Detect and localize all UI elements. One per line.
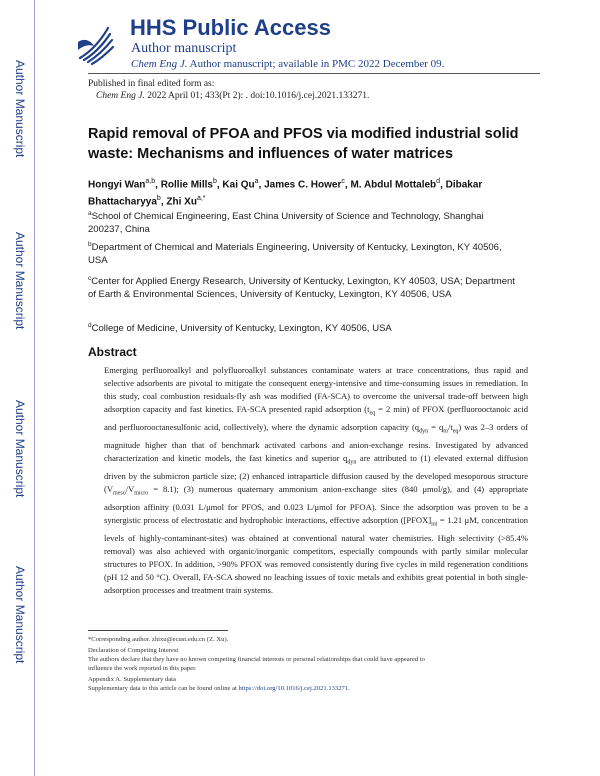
hhs-title: HHS Public Access <box>130 15 331 40</box>
affiliation-mark: c <box>88 275 92 282</box>
sidebar-label: Author Manuscript <box>13 232 27 330</box>
header-divider <box>88 73 540 74</box>
author-manuscript-sidebar <box>0 0 38 776</box>
supplementary-note: Supplementary data to this article can be found online at https://doi.org/10.1016/j.cej.2021.133271. <box>88 685 350 692</box>
published-line: Published in final edited form as: <box>88 79 215 89</box>
footnote-divider <box>88 630 228 631</box>
author-affiliation-mark: b <box>156 195 161 203</box>
affiliation-mark: a <box>88 210 92 217</box>
affiliation-mark: b <box>88 241 92 248</box>
competing-interest-text: The authors declare that they have no known competing financial interests or personal relationships that could have appeared to <box>88 656 425 663</box>
affiliation <box>88 272 518 301</box>
abstract-text: Emerging perfluoroalkyl and polyfluoroalkyl substances contaminate waters at trace concentrations, thus rapid and selective adsorbents are pivotal to mitigate the consequent energy-intensive and time-consuming issues in remediation. In this study, coal combustion residuals-fly ash was modified (FA-SCA) to overcome the universal trade-off between high adsorption capacity and fast kinetics. FA-SCA presented rapid adsorption ($t_{eq} = 2$ min) of PFOX (perfluorooctanoic acid and perfluorooctanesulfonic acid, collectively), where the dynamic adsorption capacity $(q_{dyn} = q_m/t_{eq})$ was 2–3 orders of magnitude higher than that of benchmark activated carbons and anion-exchange resins. Investigated by advanced characterization and kinetic models, the fast kinetics and superior $q_{dyn}$ are attributed to (1) elevated external diffusion driven by the submicron particle size; (2) enhanced intraparticle diffusion caused by the developed mesoporous structure $(V_{meso}/V_{micro} = 8.1)$; (3) numerous quaternary ammonium anion-exchange sites (840 μmol/g), and (4) appropriate adsorption affinity (0.031 L/μmol for PFOS, and 0.023 L/μmol for PFOA). Since the adsorption was proven to be a synergistic process of electrostatic and hydrophobic interactions, effective adsorption ($[PFOX]_{ini} = 1.21$ μM, concentration levels of highly-contaminant-sites) was obtained at conventional natural water chemistries. High selectivity (>85.4% removal) was also achieved with organic/inorganic competitors, especially compounds with partly similar molecular structures to PFOX. In addition, >90% PFOX was removed consistently during five cycles in mild regeneration conditions (pH 12 and 50 °C). Overall, FA-SCA showed no leaching issues of toxic metals and exhibits great potential in both single-adsorption processes and treatment train systems. <box>104 365 529 595</box>
author-name: M. Abdul Mottaleb <box>350 179 437 191</box>
author-name: Dibakar Bhattacharyya <box>88 179 483 208</box>
author-affiliation-mark: a <box>254 178 259 185</box>
affiliation-text: School of Chemical Engineering, East China University of Science and Technology, Shanghai 200237, China <box>88 211 484 236</box>
citation-details: 2022 April 01; 433(Pt 2): . doi:10.1016/j.cej.2021.133271. <box>144 91 370 101</box>
author-manuscript-label: Author manuscript <box>131 41 237 56</box>
sidebar-label: Author Manuscript <box>13 566 27 664</box>
sidebar-divider <box>34 0 35 776</box>
competing-interest-title: Declaration of Competing Interest <box>88 647 179 654</box>
affiliation-text: Department of Chemical and Materials Engineering, University of Kentucky, Lexington, KY 40506, USA <box>88 242 502 267</box>
author-affiliation-mark: a,b <box>145 178 156 185</box>
sidebar-label: Author Manuscript <box>13 400 27 498</box>
corresponding-author-note: *Corresponding author. zhixu@ecust.edu.cn (Z. Xu). <box>88 636 229 643</box>
sidebar-label: Author Manuscript <box>13 60 27 158</box>
affiliation-mark: d <box>88 322 92 329</box>
author-affiliation-mark: c <box>341 178 345 185</box>
citation <box>96 90 369 102</box>
author-name: Hongyi Wan <box>88 179 146 191</box>
competing-interest-text: influence the work reported in this paper. <box>88 665 197 672</box>
affiliation <box>88 238 518 267</box>
author-affiliation-mark: b <box>212 178 217 185</box>
abstract-heading: Abstract <box>88 345 137 359</box>
affiliation-text: Center for Applied Energy Research, University of Kentucky, Lexington, KY 40503, USA; Department of Earth & Environmental Sciences, University of Kentucky, Lexington, KY 40506, USA <box>88 276 515 301</box>
appendix-title: Appendix A. Supplementary data <box>88 676 176 683</box>
affiliation-text: College of Medicine, University of Kentucky, Lexington, KY 40506, USA <box>91 323 392 335</box>
author-name: James C. Hower <box>264 179 342 191</box>
author-name: Zhi Xu <box>166 196 197 208</box>
citation-journal: Chem Eng J. <box>96 91 145 101</box>
availability-text: Author manuscript; available in PMC 2022 December 09. <box>187 58 445 70</box>
hhs-eagle-logo <box>74 22 116 66</box>
author-list: Hongyi Wan$^{a,b}$, Rollie Mills$^b$, Kai Qu$^a$, James C. Hower$^c$, M. Abdul Mottaleb$^d$, Dibakar Bhattacharyya$^b$, Zhi $Xu^{a,*}$ <box>88 178 483 208</box>
supplementary-link[interactable]: https://doi.org/10.1016/j.cej.2021.133271 <box>238 685 349 692</box>
journal-name: Chem Eng J. <box>131 58 188 70</box>
author-affiliation-mark: d <box>436 178 441 185</box>
author-affiliation-mark: a,* <box>196 195 206 203</box>
affiliation <box>88 207 518 236</box>
author-name: Rollie Mills <box>160 179 213 191</box>
affiliation <box>88 319 518 335</box>
article-title: Rapid removal of PFOA and PFOS via modified industrial solid waste: Mechanisms and influences of water matrices <box>88 126 519 162</box>
availability-line <box>131 58 444 71</box>
author-name: Kai Qu <box>222 179 255 191</box>
